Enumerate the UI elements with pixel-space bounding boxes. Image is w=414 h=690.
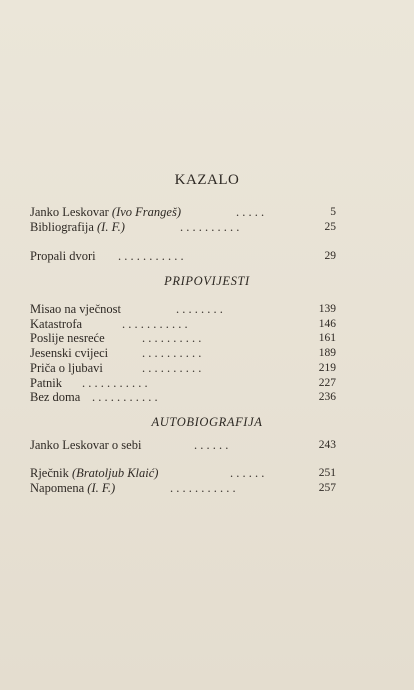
toc-entry [30, 345, 336, 361]
toc-entry [30, 480, 336, 496]
toc-entry-label: Bez doma [30, 390, 81, 404]
toc-entry-label: Poslije nesreće [30, 331, 105, 345]
leader-dots: . . . . . . . . . . . [170, 481, 236, 495]
leader-dots: . . . . . . . . . . [142, 361, 202, 375]
toc-entry-label: Katastrofa [30, 317, 83, 331]
toc-entry-label: Rječnik (Bratoljub Klaić) [30, 466, 159, 480]
leader-dots: . . . . . . . . . . . [118, 249, 184, 263]
page-number: 189 [318, 347, 336, 359]
page-number: 236 [318, 391, 336, 403]
leader-dots: . . . . . . . . . . [142, 346, 202, 360]
leader-dots: . . . . . . . . . . [180, 220, 240, 234]
page-number: 25 [324, 221, 336, 233]
toc-entry [30, 389, 336, 405]
section-heading-pripovijesti: PRIPOVIJESTI [164, 274, 250, 288]
toc-entry [30, 330, 336, 346]
leader-dots: . . . . . . [230, 466, 265, 480]
toc-entry-label: Misao na vječnost [30, 302, 121, 316]
toc-entry-label: Napomena (I. F.) [30, 481, 116, 495]
toc-entry-label: Propali dvori [30, 249, 96, 263]
toc-entry-label: Jesenski cvijeci [30, 346, 109, 360]
page-number: 5 [330, 206, 336, 218]
toc-entry-label: Priča o ljubavi [30, 361, 103, 375]
page-number: 219 [318, 362, 336, 374]
toc-entry [30, 465, 336, 481]
page-number: 139 [318, 303, 336, 315]
toc-entry [30, 437, 336, 453]
leader-dots: . . . . . . . . [176, 302, 223, 316]
toc-entry-label: Janko Leskovar (Ivo Frangeš) [30, 205, 181, 219]
toc-entry [30, 248, 336, 264]
toc-entry-label: Patnik [30, 376, 62, 390]
page-number: 146 [318, 318, 336, 330]
leader-dots: . . . . . [236, 205, 265, 219]
toc-entry-label: Bibliografija (I. F.) [30, 220, 125, 234]
toc-entry [30, 219, 336, 235]
page-number: 227 [318, 377, 336, 389]
toc-entry [30, 204, 336, 220]
toc-entry-label: Janko Leskovar o sebi [30, 438, 142, 452]
toc-entry [30, 360, 336, 376]
leader-dots: . . . . . . . . . . . [92, 390, 158, 404]
leader-dots: . . . . . . . . . . . [82, 376, 148, 390]
page-title: KAZALO [174, 172, 240, 188]
page-number: 29 [324, 250, 336, 262]
leader-dots: . . . . . . [194, 438, 229, 452]
section-heading-autobiografija: AUTOBIOGRAFIJA [151, 415, 263, 429]
page-number: 257 [318, 482, 336, 494]
leader-dots: . . . . . . . . . . [142, 331, 202, 345]
leader-dots: . . . . . . . . . . . [122, 317, 188, 331]
page-number: 243 [318, 439, 336, 451]
toc-entry [30, 301, 336, 317]
page-number: 161 [318, 332, 336, 344]
page-number: 251 [318, 467, 336, 479]
